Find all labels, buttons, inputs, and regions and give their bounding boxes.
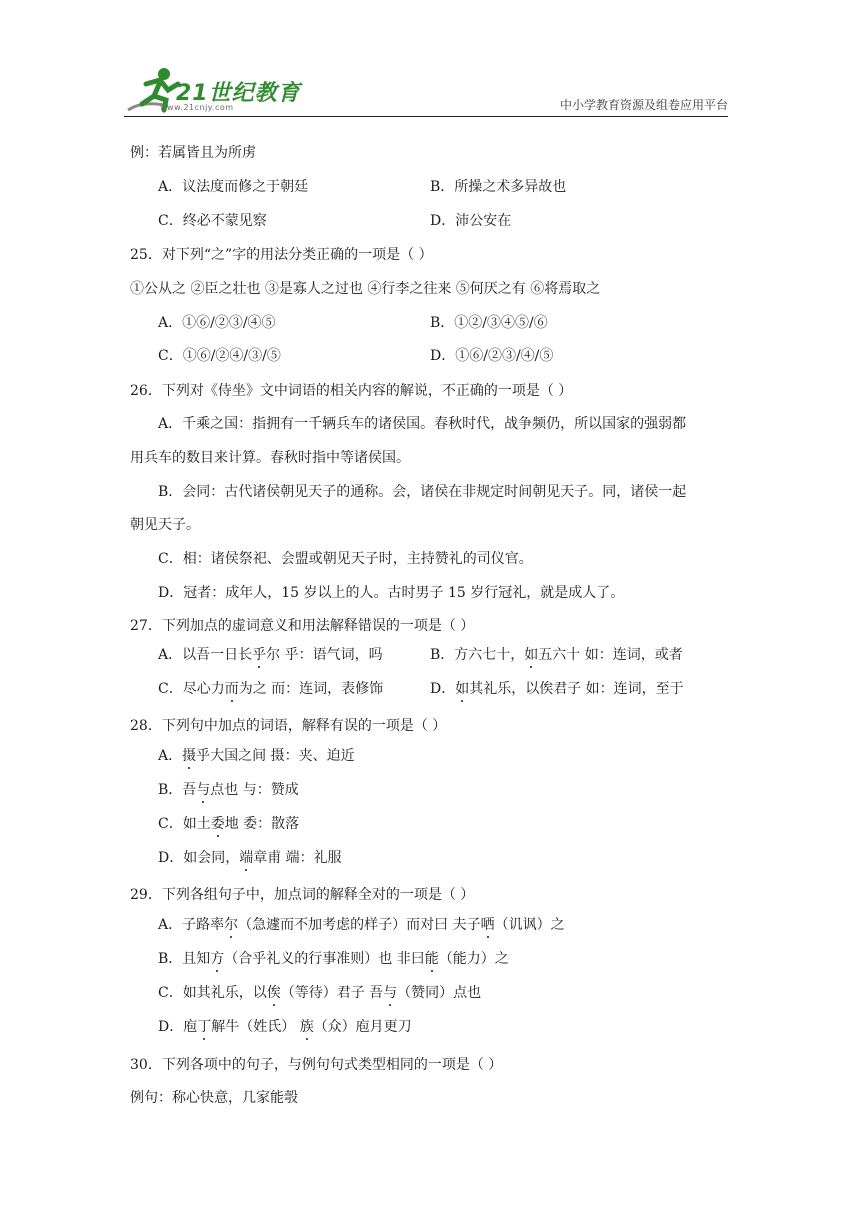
option-b: B．所操之术多异故也 <box>430 179 567 195</box>
header-divider <box>124 116 728 117</box>
option-d: D．沛公安在 <box>430 213 512 229</box>
option-b: B．吾与点也 与：赞成 <box>158 782 299 798</box>
option-a: A．摄乎大国之间 摄：夹、迫近 <box>158 748 355 764</box>
question-25: 25．对下列“之”字的用法分类正确的一项是（ ） <box>130 247 433 263</box>
option-c: C．尽心力而为之 而：连词，表修饰 <box>158 681 384 697</box>
question-28: 28．下列句中加点的词语，解释有误的一项是（ ） <box>130 718 447 734</box>
question-30: 30．下列各项中的句子，与例句句式类型相同的一项是（ ） <box>130 1057 503 1073</box>
option-a: A．子路率尔（急遽而不加考虑的样子）而对曰 夫子哂（讥讽）之 <box>158 917 565 933</box>
option-a: A．①⑥/②③/④⑤ <box>158 315 276 331</box>
option-b: B．会同：古代诸侯朝见天子的通称。会，诸侯在非规定时间朝见天子。同，诸侯一起 <box>158 484 687 500</box>
option-c: C．终必不蒙见察 <box>158 213 267 229</box>
option-a-continued: 用兵车的数目来计算。春秋时指中等诸侯国。 <box>130 450 410 466</box>
option-c: C．如土委地 委：散落 <box>158 816 300 832</box>
page-header <box>0 0 860 120</box>
option-b: B．且知方（合乎礼义的行事准则）也 非曰能（能力）之 <box>158 951 509 967</box>
option-d: D．冠者：成年人，15 岁以上的人。古时男子 15 岁行冠礼，就是成人了。 <box>158 585 625 601</box>
option-d: D．①⑥/②③/④/⑤ <box>430 348 554 364</box>
question-29: 29．下列各组句子中，加点词的解释全对的一项是（ ） <box>130 887 475 903</box>
option-a: A．千乘之国：指拥有一千辆兵车的诸侯国。春秋时代，战争频仍，所以国家的强弱都 <box>158 416 687 432</box>
question-26: 26．下列对《侍坐》文中词语的相关内容的解说，不正确的一项是（ ） <box>130 383 573 399</box>
logo-url-text: www.21cnjy.com <box>160 103 234 112</box>
question-27: 27．下列加点的虚词意义和用法解释错误的一项是（ ） <box>130 618 475 634</box>
option-b: B．方六七十，如五六十 如：连词，或者 <box>430 647 683 663</box>
option-a: A．以吾一日长乎尔 乎：语气词，吗 <box>158 647 383 663</box>
option-c: C．①⑥/②④/③/⑤ <box>158 348 281 364</box>
example-sentence: 例句：称心快意，几家能彀 <box>130 1090 298 1106</box>
option-a: A．议法度而修之于朝廷 <box>158 179 309 195</box>
option-d: D．如会同，端章甫 端：礼服 <box>158 850 342 866</box>
logo-brand-text: 21世纪教育 <box>176 81 301 106</box>
option-b-continued: 朝见天子。 <box>130 517 200 533</box>
option-d: D．如其礼乐，以俟君子 如：连词，至于 <box>430 681 684 697</box>
option-c: C．相：诸侯祭祀、会盟或朝见天子时，主持赞礼的司仪官。 <box>158 551 533 567</box>
option-b: B．①②/③④⑤/⑥ <box>430 315 548 331</box>
question-25-items: ①公从之 ②臣之壮也 ③是寡人之过也 ④行李之往来 ⑤何厌之有 ⑥将焉取之 <box>130 281 601 297</box>
example-line: 例：若属皆且为所虏 <box>130 145 256 161</box>
option-d: D．庖丁解牛（姓氏） 族（众）庖月更刀 <box>158 1019 412 1035</box>
platform-title: 中小学教育资源及组卷应用平台 <box>559 98 728 112</box>
option-c: C．如其礼乐，以俟（等待）君子 吾与（赞同）点也 <box>158 985 482 1001</box>
